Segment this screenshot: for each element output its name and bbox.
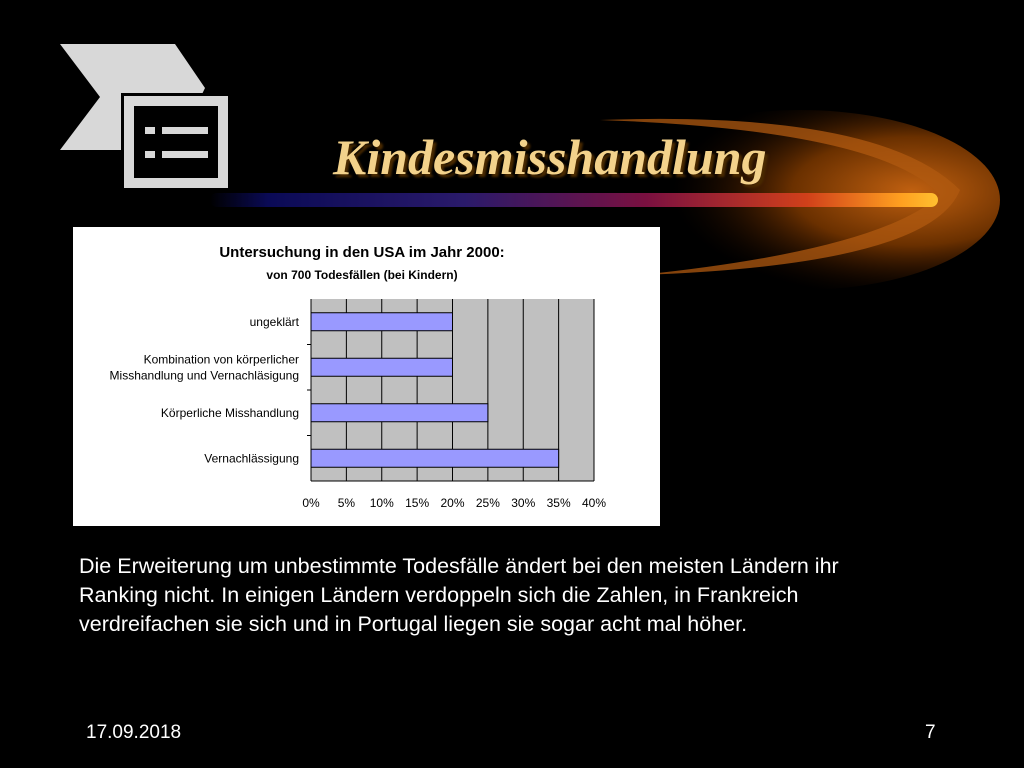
- x-tick-label: 10%: [369, 496, 394, 510]
- y-category-label: Kombination von körperlicher: [143, 352, 299, 367]
- x-tick-label: 20%: [440, 496, 465, 510]
- gradient-band: [210, 193, 938, 207]
- x-tick-label: 40%: [581, 496, 607, 510]
- y-category-label: Körperliche Misshandlung: [160, 405, 299, 420]
- list-logo-bullet: [145, 127, 155, 134]
- x-tick-label: 35%: [546, 496, 571, 510]
- bar-chart: [73, 227, 660, 526]
- x-tick-label: 25%: [475, 496, 500, 510]
- y-category-label: Misshandlung und Vernachläsigung: [109, 368, 299, 383]
- bar: [311, 449, 559, 467]
- footer-date: 17.09.2018: [86, 722, 182, 743]
- list-logo-line: [162, 127, 208, 134]
- bar: [311, 358, 453, 376]
- x-tick-label: 0%: [302, 496, 320, 510]
- bar: [311, 313, 453, 331]
- x-tick-label: 5%: [337, 496, 356, 510]
- y-category-label: Vernachlässigung: [204, 451, 299, 466]
- chart-subtitle: von 700 Todesfällen (bei Kindern): [266, 268, 458, 282]
- list-logo-line: [162, 151, 208, 158]
- list-logo-bullet: [145, 151, 155, 158]
- slide-body-text: Die Erweiterung um unbestimmte Todesfälle ändert bei den meisten Ländern ihr Ranking nicht. In einigen Ländern verdoppeln sich die Zahlen, in Frankreich verdreifachen sie sich und in Portugal liegen sie sogar acht mal höher.: [79, 554, 839, 636]
- page-number: 7: [925, 722, 936, 743]
- x-tick-label: 15%: [405, 496, 430, 510]
- x-tick-label: 30%: [511, 496, 536, 510]
- list-logo-icon: [121, 93, 231, 191]
- bar: [311, 404, 488, 422]
- y-category-label: ungeklärt: [249, 314, 299, 329]
- chart-title: Untersuchung in den USA im Jahr 2000:: [219, 244, 505, 261]
- slide-title: Kindesmisshandlung: [333, 129, 767, 185]
- chart-container: [73, 227, 660, 526]
